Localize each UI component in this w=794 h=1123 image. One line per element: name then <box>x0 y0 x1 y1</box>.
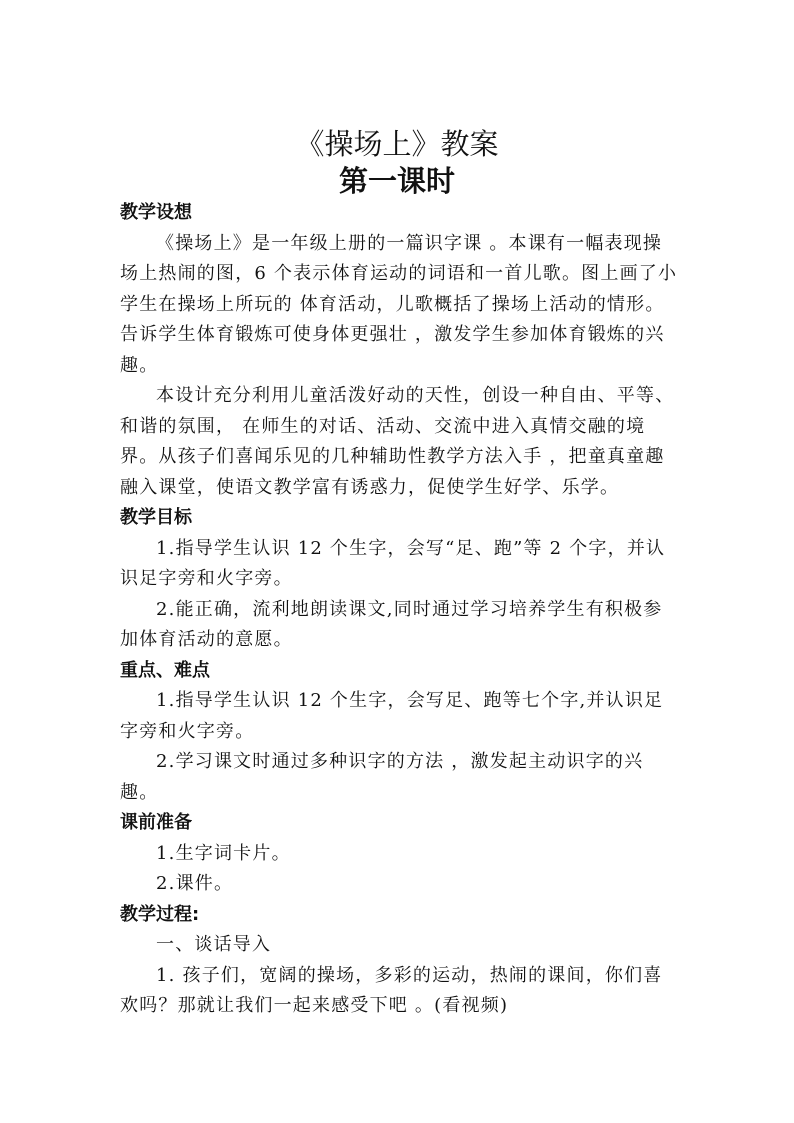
section-heading-key-points: 重点、难点 <box>120 659 210 681</box>
paragraph: 2.课件。 <box>156 873 234 894</box>
paragraph: 1.生字词卡片。 <box>156 842 291 864</box>
paragraph: 2.能正确，流利地朗读课文,同时通过学习培养学生有积极参加体育活动的意愿。 <box>120 598 663 650</box>
paragraph: 《操场上》是一年级上册的一篇识字课 。本课有一幅表现操场上热闹的图，6 个表示体育运动的词语和一首儿歌。图上画了小学生在操场上所玩的 体育活动，儿歌概括了操场上活动的情形。告诉学生体育锻炼可使身体更强壮 ，激发学生参加体育锻炼的兴趣。 <box>120 232 678 376</box>
paragraph: 1.指导学生认识 12 个生字，会写“足、跑”等 2 个字，并认识足字旁和火字旁。 <box>120 537 666 589</box>
section-heading-process: 教学过程: <box>120 903 200 925</box>
paragraph: 2.学习课文时通过多种识字的方法 ，激发起主动识字的兴趣。 <box>120 751 644 803</box>
paragraph: 1.指导学生认识 12 个生字，会写足、跑等七个字,并认识足字旁和火字旁。 <box>120 690 664 742</box>
paragraph: 1. 孩子们，宽阔的操场，多彩的运动，热闹的课间，你们喜欢吗？那就让我们一起来感受下吧 。(看视频) <box>120 964 663 1016</box>
document-body <box>120 198 680 1022</box>
document-subtitle: 第一课时 <box>338 164 455 198</box>
section-heading-design: 教学设想 <box>120 202 192 223</box>
section-heading-preparation: 课前准备 <box>120 812 192 833</box>
document-title: 《操场上》教案 <box>295 127 499 161</box>
paragraph: 本设计充分利用儿童活泼好动的天性，创设一种自由、平等、和谐的氛围， 在师生的对话、活动、交流中进入真情交融的境界。从孩子们喜闻乐见的几种辅助性教学方法入手 ，把童真童趣融入课堂，使语文教学富有诱惑力，促使学生好学、乐学。 <box>120 385 675 498</box>
paragraph: 一、谈话导入 <box>156 934 272 955</box>
section-heading-goals: 教学目标 <box>120 507 192 528</box>
